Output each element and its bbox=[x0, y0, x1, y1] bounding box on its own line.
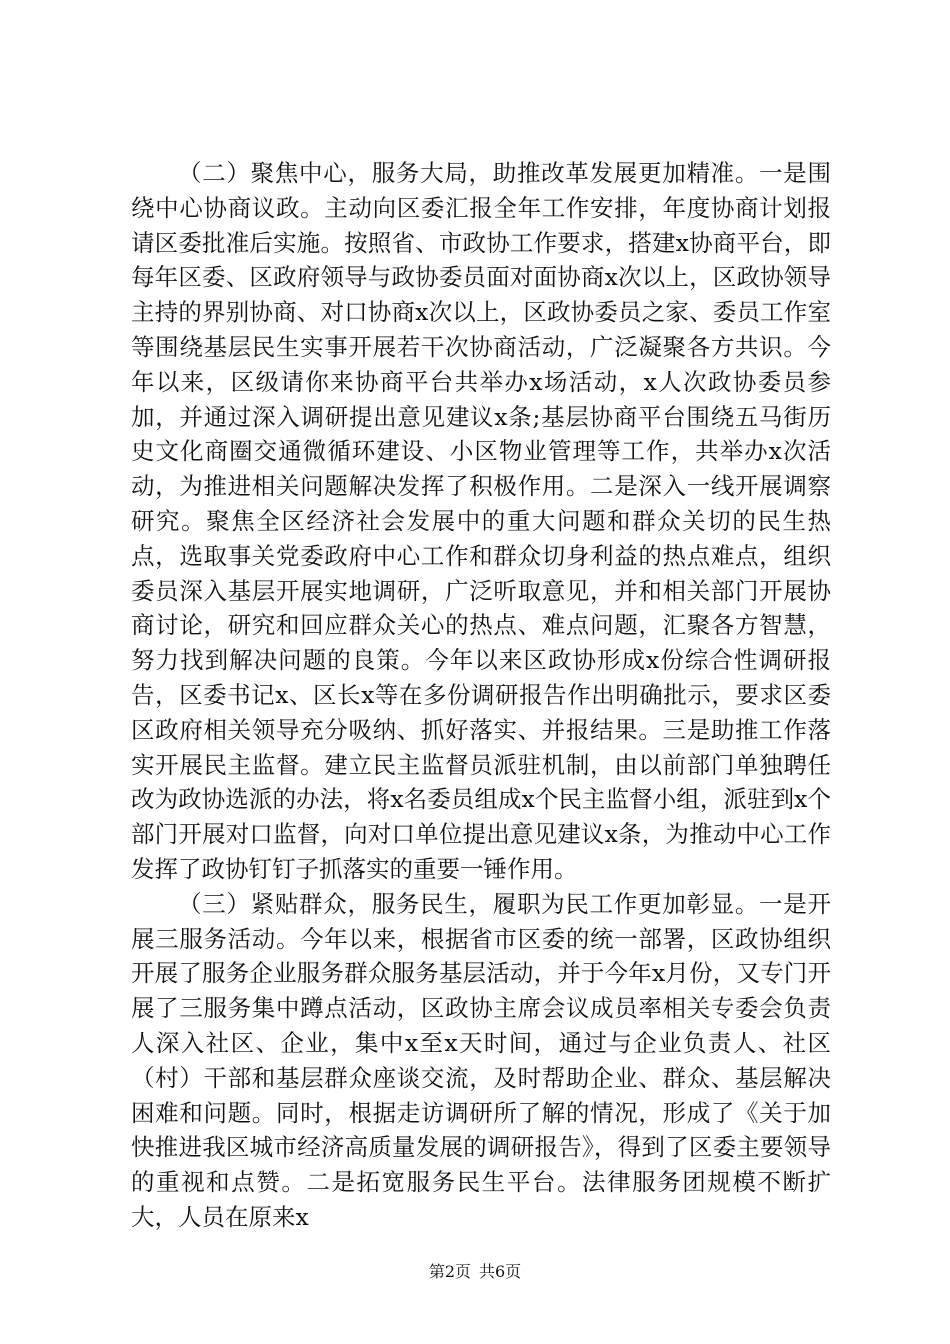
page-number: 第2页 bbox=[428, 1262, 471, 1281]
page-total: 共6页 bbox=[479, 1262, 522, 1281]
body-text bbox=[131, 156, 831, 1235]
paragraph-section-2: （二）聚焦中心，服务大局，助推改革发展更加精准。一是围绕中心协商议政。主动向区委汇报全年工作安排，年度协商计划报请区委批准后实施。按照省、市政协工作要求，搭建x协商平台，即每年区委、区政府领导与政协委员面对面协商x次以上，区政协领导主持的界别协商、对口协商x次以上，区政协委员之家、委员工作室等围绕基层民生实事开展若干次协商活动，广泛凝聚各方共识。今年以来，区级请你来协商平台共举办x场活动，x人次政协委员参加，并通过深入调研提出意见建议x条;基层协商平台围绕五马街历史文化商圈交通微循环建设、小区物业管理等工作，共举办x次活动，为推进相关问题解决发挥了积极作用。二是深入一线开展调察研究。聚焦全区经济社会发展中的重大问题和群众关切的民生热点，选取事关党委政府中心工作和群众切身利益的热点难点，组织委员深入基层开展实地调研，广泛听取意见，并和相关部门开展协商讨论，研究和回应群众关心的热点、难点问题，汇聚各方智慧，努力找到解决问题的良策。今年以来区政协形成x份综合性调研报告，区委书记x、区长x等在多份调研报告作出明确批示，要求区委区政府相关领导充分吸纳、抓好落实、并报结果。三是助推工作落实开展民主监督。建立民主监督员派驻机制，由以前部门单独聘任改为政协选派的办法，将x名委员组成x个民主监督小组，派驻到x个部门开展对口监督，向对口单位提出意见建议x条，为推动中心工作发挥了政协钉钉子抓落实的重要一锤作用。 bbox=[131, 159, 831, 883]
page-footer bbox=[0, 1262, 950, 1282]
paragraph-section-3: （三）紧贴群众，服务民生，履职为民工作更加彰显。一是开展三服务活动。今年以来，根据省市区委的统一部署，区政协组织开展了服务企业服务群众服务基层活动，并于今年x月份，又专门开展了三服务集中蹲点活动，区政协主席会议成员率相关专委会负责人深入社区、企业，集中x至x天时间，通过与企业负责人、社区（村）干部和基层群众座谈交流，及时帮助企业、群众、基层解决困难和问题。同时，根据走访调研所了解的情况，形成了《关于加快推进我区城市经济高质量发展的调研报告》，得到了区委主要领导的重视和点赞。二是拓宽服务民生平台。法律服务团规模不断扩大，人员在原来x bbox=[131, 889, 831, 1231]
